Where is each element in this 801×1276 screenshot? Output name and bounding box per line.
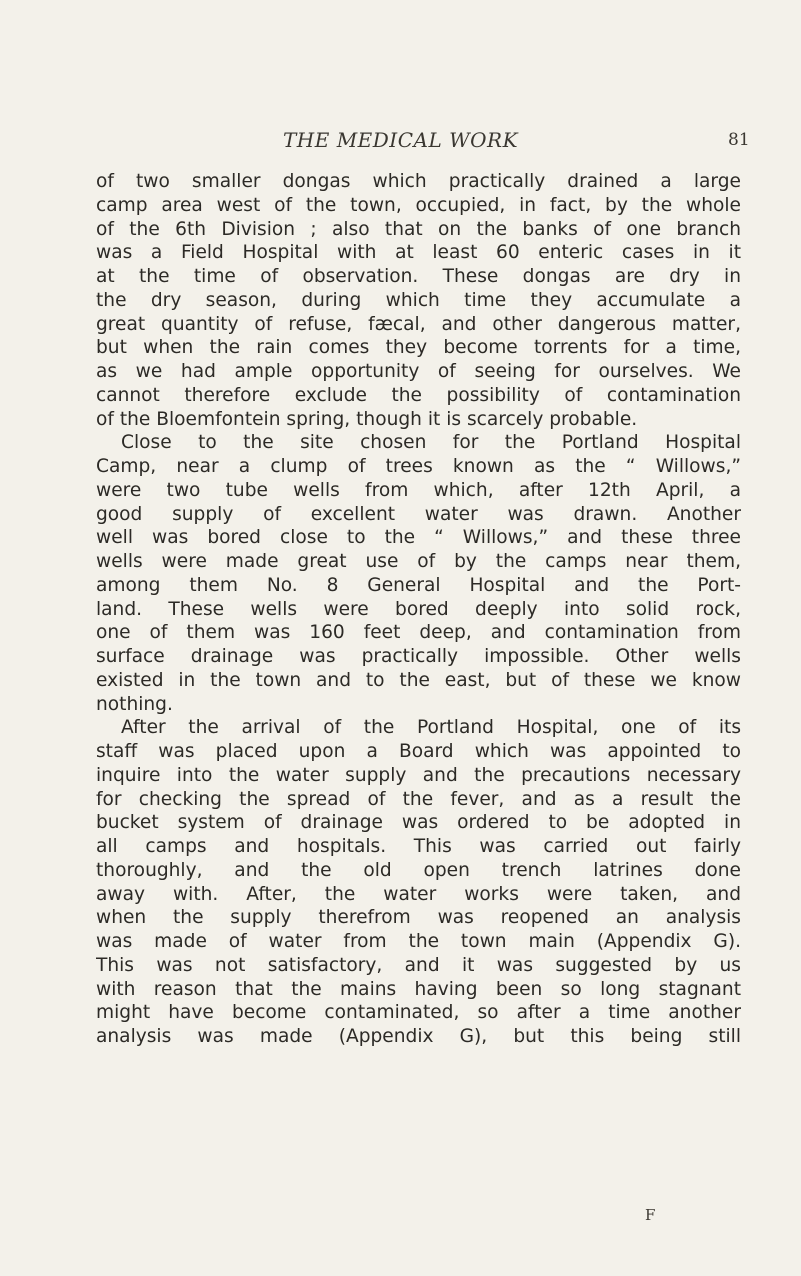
text-line: for checking the spread of the fever, and as a result the <box>96 788 741 810</box>
text-line: well was bored close to the “ Willows,” and these three <box>96 527 741 549</box>
text-line: among them No. 8 General Hospital and the Port- <box>96 574 741 596</box>
text-line: wells were made great use of by the camps near them, <box>96 551 741 572</box>
text-line: great quantity of refuse, fæcal, and other dangerous matter, <box>96 313 741 335</box>
text-line: away with. After, the water works were taken, and <box>96 883 741 905</box>
text-line: nothing. <box>96 693 173 715</box>
text-line: was made of water from the town main (Appendix G). <box>96 931 741 952</box>
text-line: of the Bloemfontein spring, though it is scarcely probable. <box>96 408 638 430</box>
body-text <box>96 170 741 1049</box>
text-line: was a Field Hospital with at least 60 enteric cases in it <box>96 242 741 264</box>
text-line: land. These wells were bored deeply into solid rock, <box>96 598 741 620</box>
text-line: Close to the site chosen for the Portland Hospital <box>121 432 741 454</box>
text-line: existed in the town and to the east, but of these we know <box>96 669 741 691</box>
text-line: thoroughly, and the old open trench latrines done <box>96 859 741 881</box>
text-line: all camps and hospitals. This was carried out fairly <box>96 836 741 857</box>
page-number: 81 <box>728 130 750 150</box>
text-line: were two tube wells from which, after 12th April, a <box>96 479 741 501</box>
text-line: good supply of excellent water was drawn. Another <box>96 503 741 525</box>
text-line: cannot therefore exclude the possibility of contamination <box>96 384 741 406</box>
text-line: surface drainage was practically impossible. Other wells <box>96 646 741 667</box>
text-line: bucket system of drainage was ordered to be adopted in <box>96 812 741 834</box>
text-line: camp area west of the town, occupied, in fact, by the whole <box>96 194 741 216</box>
text-line: with reason that the mains having been so long stagnant <box>96 978 741 1000</box>
text-line: as we had ample opportunity of seeing for ourselves. We <box>96 361 741 382</box>
text-line: analysis was made (Appendix G), but this being still <box>96 1026 741 1047</box>
signature-mark: F <box>645 1206 656 1224</box>
text-line: of the 6th Division ; also that on the banks of one branch <box>96 218 741 240</box>
text-line: might have become contaminated, so after a time another <box>96 1002 741 1024</box>
text-line: one of them was 160 feet deep, and contamination from <box>96 622 741 644</box>
text-line: of two smaller dongas which practically drained a large <box>96 171 741 192</box>
text-line: the dry season, during which time they accumulate a <box>96 289 741 311</box>
text-line: inquire into the water supply and the precautions necessary <box>96 764 741 786</box>
running-title: THE MEDICAL WORK <box>282 128 519 152</box>
text-line: This was not satisfactory, and it was suggested by us <box>96 954 741 976</box>
text-line: at the time of observation. These dongas are dry in <box>96 266 741 287</box>
text-line: After the arrival of the Portland Hospital, one of its <box>121 717 741 739</box>
text-line: staff was placed upon a Board which was appointed to <box>96 741 741 762</box>
text-line: Camp, near a clump of trees known as the “ Willows,” <box>96 456 741 477</box>
text-line: when the supply therefrom was reopened an analysis <box>96 907 741 929</box>
text-line: but when the rain comes they become torrents for a time, <box>96 337 741 359</box>
